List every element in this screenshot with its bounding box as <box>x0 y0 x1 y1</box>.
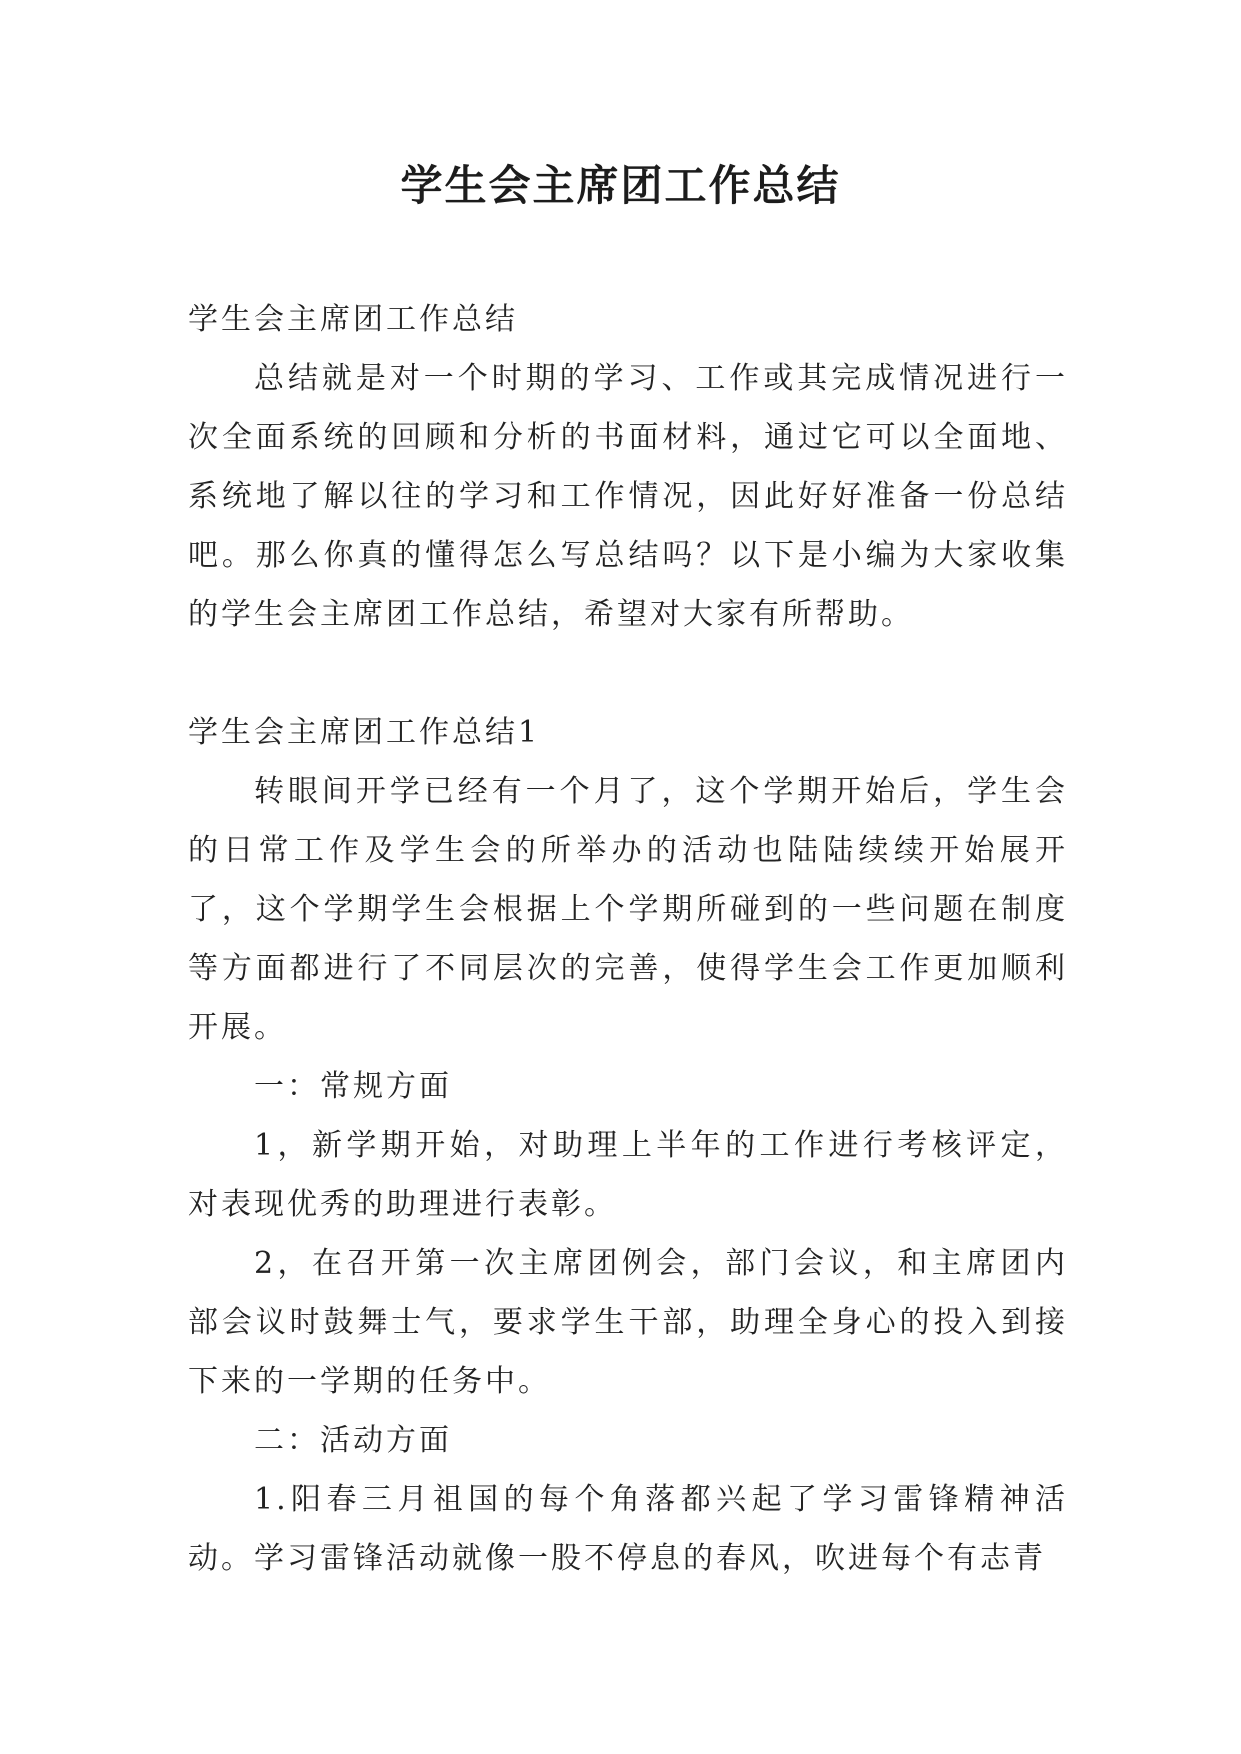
document-title: 学生会主席团工作总结 <box>400 161 841 210</box>
document-body <box>188 290 1068 1588</box>
section1-paragraph: 转眼间开学已经有一个月了，这个学期开始后，学生会的日常工作及学生会的所举办的活动也陆陆续续开始展开了，这个学期学生会根据上个学期所碰到的一些问题在制度等方面都进行了不同层次的完善，使得学生会工作更加顺利开展。 <box>188 774 1068 1045</box>
intro-paragraph: 总结就是对一个时期的学习、工作或其完成情况进行一次全面系统的回顾和分析的书面材料，通过它可以全面地、系统地了解以往的学习和工作情况，因此好好准备一份总结吧。那么你真的懂得怎么写总结吗？以下是小编为大家收集的学生会主席团工作总结，希望对大家有所帮助。 <box>188 361 1068 632</box>
subheading-routine: 一：常规方面 <box>254 1069 452 1104</box>
section-gap <box>188 644 1068 703</box>
intro-heading: 学生会主席团工作总结 <box>188 302 518 337</box>
list-item-2: 2，在召开第一次主席团例会，部门会议，和主席团内部会议时鼓舞士气，要求学生干部，助理全身心的投入到接下来的一学期的任务中。 <box>188 1246 1068 1399</box>
list-item-3: 1.阳春三月祖国的每个角落都兴起了学习雷锋精神活动。学习雷锋活动就像一股不停息的春风，吹进每个有志青 <box>188 1482 1068 1576</box>
section1-heading: 学生会主席团工作总结1 <box>188 715 541 750</box>
list-item-1: 1，新学期开始，对助理上半年的工作进行考核评定，对表现优秀的助理进行表彰。 <box>188 1128 1068 1222</box>
subheading-activities: 二：活动方面 <box>254 1423 452 1458</box>
